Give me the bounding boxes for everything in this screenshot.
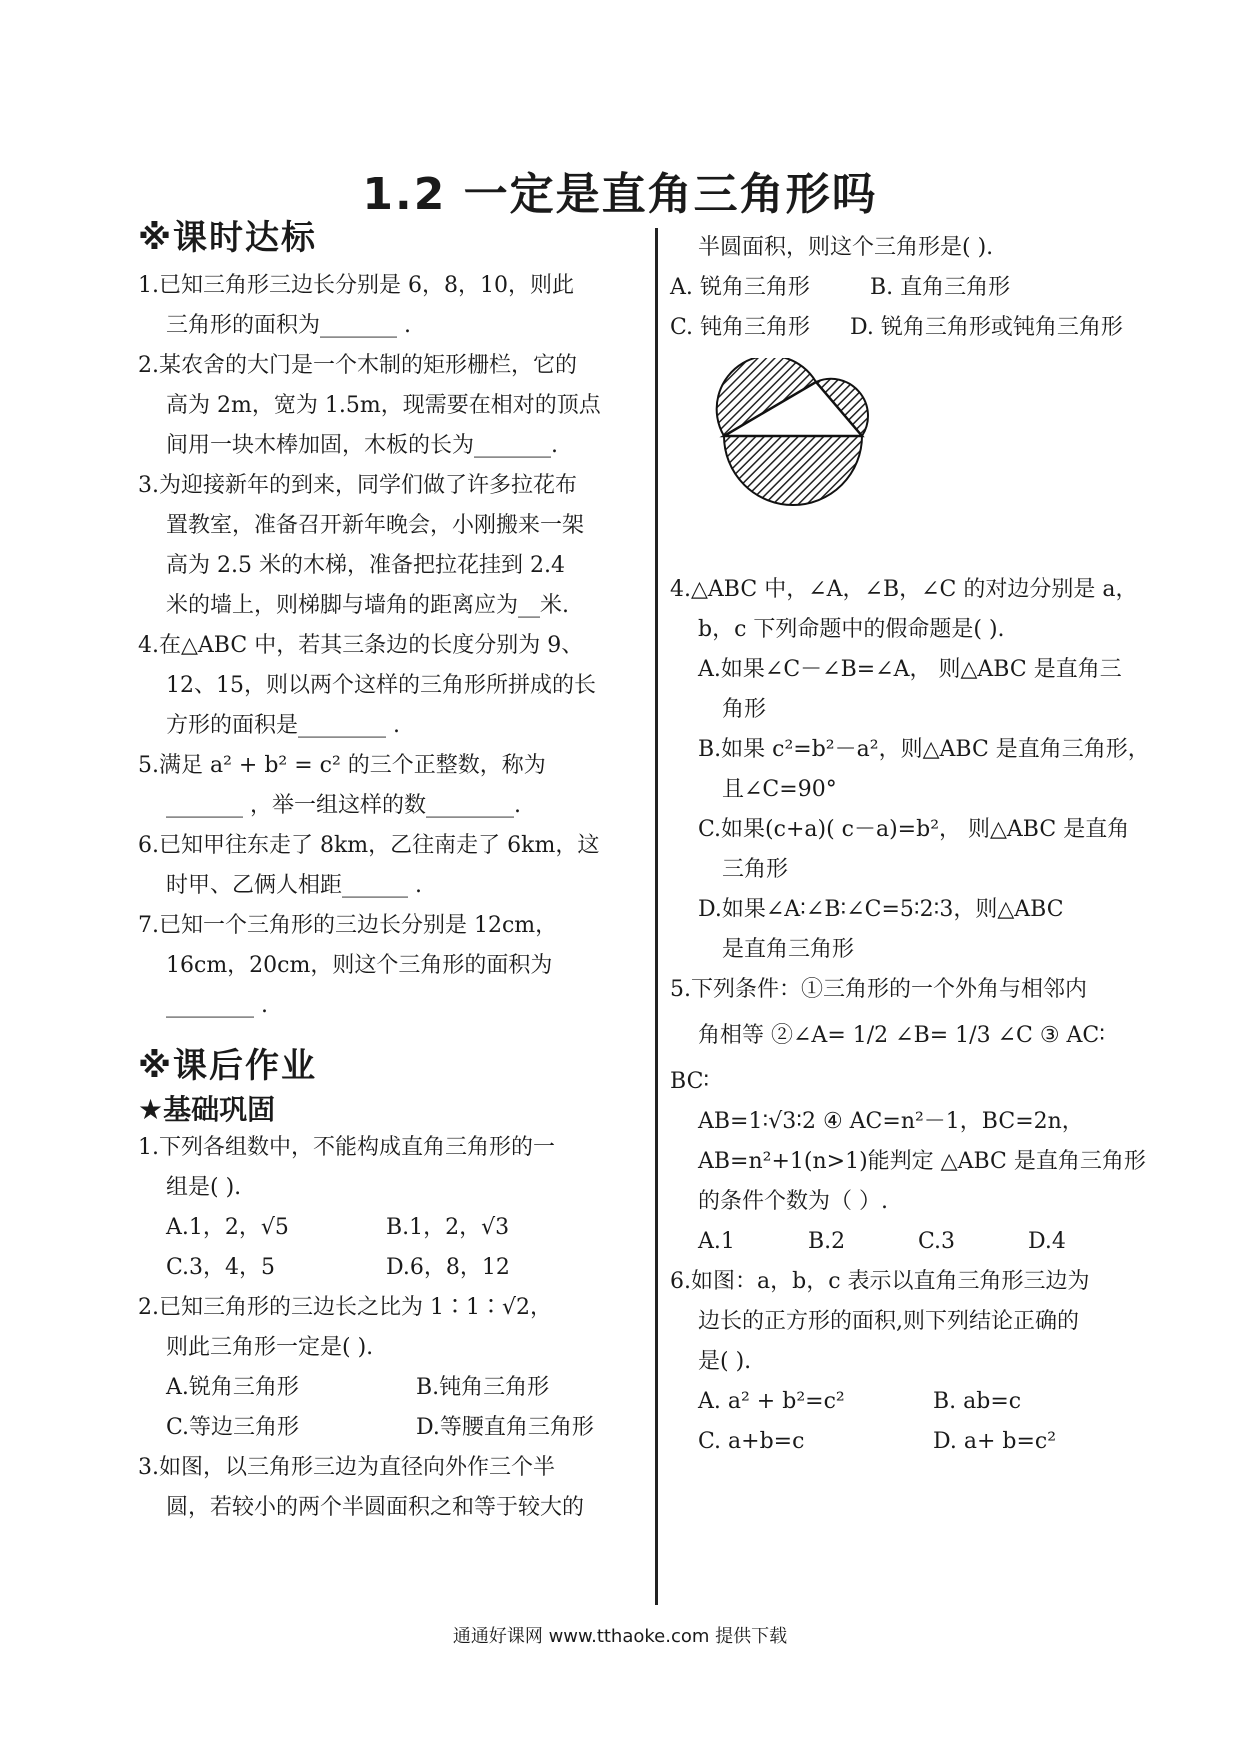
text-line: _______ ，举一组这样的数________. xyxy=(166,793,521,818)
text-line: 圆，若较小的两个半圆面积之和等于较大的 xyxy=(166,1495,585,1520)
text-line: 则此三角形一定是( ). xyxy=(166,1335,374,1360)
page-title: 1.2 一定是直角三角形吗 xyxy=(362,169,878,220)
homework-question-6 xyxy=(670,1262,1170,1462)
text-line: C.如果(c+a)( c－a)=b²， 则△ABC 是直角 xyxy=(698,817,1130,842)
text-line: 1.下列各组数中，不能构成直角三角形的一 xyxy=(138,1135,555,1160)
text-line: 4.△ABC 中，∠A，∠B，∠C 的对边分别是 a， xyxy=(670,577,1138,602)
text-line: AB=1∶√3∶2 ④ AC=n²－1，BC=2n， xyxy=(698,1109,1084,1134)
option-b: B.2 xyxy=(808,1229,846,1254)
text-line: 16cm，20cm，则这个三角形的面积为 xyxy=(166,953,553,978)
option-b: B.1，2，√3 xyxy=(386,1215,510,1240)
text-line: 米的墙上，则梯脚与墙角的距离应为__米. xyxy=(166,593,569,618)
option-a: A.1，2，√5 xyxy=(166,1215,289,1240)
class-goal-questions xyxy=(138,266,638,1026)
option-c: C.3 xyxy=(918,1229,956,1254)
semicircles-figure xyxy=(706,358,896,548)
option-a: A. 锐角三角形 xyxy=(670,275,810,300)
text-line: D.如果∠A∶∠B∶∠C=5∶2∶3，则△ABC xyxy=(698,897,1064,922)
text-line: 是( ). xyxy=(698,1349,752,1374)
text-line: 2.某农舍的大门是一个木制的矩形栅栏，它的 xyxy=(138,353,577,378)
text-line: BC∶ xyxy=(670,1069,710,1094)
homework-question-3 xyxy=(138,1448,638,1528)
text-line: 12、15，则以两个这样的三角形所拼成的长 xyxy=(166,673,596,698)
text-line: 角形 xyxy=(722,697,767,722)
text-line: 三角形的面积为_______ . xyxy=(166,313,411,338)
options-row xyxy=(138,1248,638,1288)
options-row xyxy=(138,1368,638,1408)
options-row xyxy=(670,308,1170,348)
column-divider xyxy=(655,228,658,1605)
section-heading-homework: ※课后作业 xyxy=(138,1046,318,1086)
text-line: 7.已知一个三角形的三边长分别是 12cm， xyxy=(138,913,558,938)
text-line: b，c 下列命题中的假命题是( ). xyxy=(698,617,1005,642)
text-line: 4.在△ABC 中，若其三条边的长度分别为 9、 xyxy=(138,633,584,658)
text-line: 边长的正方形的面积,则下列结论正确的 xyxy=(698,1309,1079,1334)
options-row xyxy=(670,1422,1170,1462)
options-row xyxy=(138,1208,638,1248)
text-line: 高为 2m，宽为 1.5m，现需要在相对的顶点 xyxy=(166,393,601,418)
options-row xyxy=(670,268,1170,308)
options-row xyxy=(670,1222,1170,1262)
option-d: D.4 xyxy=(1028,1229,1066,1254)
option-d: D.6，8，12 xyxy=(386,1255,510,1280)
text-line: 1.已知三角形三边长分别是 6，8，10，则此 xyxy=(138,273,574,298)
large-semicircle xyxy=(724,436,862,505)
option-b: B.钝角三角形 xyxy=(416,1375,550,1400)
left-column xyxy=(138,218,638,1528)
option-a: A. a² + b²=c² xyxy=(698,1389,845,1414)
text-line: 三角形 xyxy=(722,857,789,882)
text-line: 高为 2.5 米的木梯，准备把拉花挂到 2.4 xyxy=(166,553,565,578)
text-line: 2.已知三角形的三边长之比为 1∶1∶√2， xyxy=(138,1295,552,1320)
text-line: 间用一块木棒加固，木板的长为_______. xyxy=(166,433,558,458)
option-c: C.等边三角形 xyxy=(166,1415,300,1440)
homework-question-2 xyxy=(138,1288,638,1448)
text-line: 时甲、乙俩人相距______ . xyxy=(166,873,422,898)
section-heading-class-goals: ※课时达标 xyxy=(138,218,318,258)
text-line: 6.已知甲往东走了 8km，乙往南走了 6km，这 xyxy=(138,833,600,858)
text-line: 组是( ). xyxy=(166,1175,242,1200)
option-d: D. a+ b=c² xyxy=(933,1429,1057,1454)
option-d: D. 锐角三角形或钝角三角形 xyxy=(850,315,1123,340)
option-c: C. 钝角三角形 xyxy=(670,315,811,340)
options-row xyxy=(138,1408,638,1448)
homework-question-4 xyxy=(670,570,1170,970)
text-line: 半圆面积，则这个三角形是( ). xyxy=(698,235,994,260)
text-line: 的条件个数为（ ）. xyxy=(698,1189,888,1214)
text-line: 方形的面积是________ . xyxy=(166,713,400,738)
text-line: ________ . xyxy=(166,993,268,1018)
option-a: A.锐角三角形 xyxy=(166,1375,299,1400)
text-line: 3.如图，以三角形三边为直径向外作三个半 xyxy=(138,1455,555,1480)
text-line: B.如果 c²=b²－a²，则△ABC 是直角三角形， xyxy=(698,737,1150,762)
option-c: C. a+b=c xyxy=(698,1429,805,1454)
text-line: 5.下列条件：①三角形的一个外角与相邻内 xyxy=(670,977,1087,1002)
text-line: 角相等 ②∠A= 1/2 ∠B= 1/3 ∠C ③ AC∶ xyxy=(698,1023,1105,1048)
text-line: 5.满足 a² + b² = c² 的三个正整数，称为 xyxy=(138,753,546,778)
text-line: 3.为迎接新年的到来，同学们做了许多拉花布 xyxy=(138,473,577,498)
subsection-heading-basic: ★基础巩固 xyxy=(138,1093,276,1126)
option-a: A.1 xyxy=(698,1229,735,1254)
footer-credit: 通通好课网 www.tthaoke.com 提供下载 xyxy=(452,1626,788,1647)
option-b: B. ab=c xyxy=(933,1389,1022,1414)
text-line: AB=n²+1(n>1)能判定 △ABC 是直角三角形 xyxy=(698,1149,1146,1174)
right-column xyxy=(670,228,1170,1462)
options-row xyxy=(670,1382,1170,1422)
text-line: 6.如图：a，b，c 表示以直角三角形三边为 xyxy=(670,1269,1090,1294)
text-line: 且∠C=90° xyxy=(722,777,837,802)
homework-question-5 xyxy=(670,970,1170,1262)
text-line: A.如果∠C－∠B=∠A， 则△ABC 是直角三 xyxy=(698,657,1122,682)
text-line: 置教室，准备召开新年晚会，小刚搬来一架 xyxy=(166,513,585,538)
option-d: D.等腰直角三角形 xyxy=(416,1415,594,1440)
option-b: B. 直角三角形 xyxy=(870,275,1011,300)
homework-question-1 xyxy=(138,1128,638,1288)
text-line: 是直角三角形 xyxy=(722,937,855,962)
option-c: C.3，4，5 xyxy=(166,1255,276,1280)
